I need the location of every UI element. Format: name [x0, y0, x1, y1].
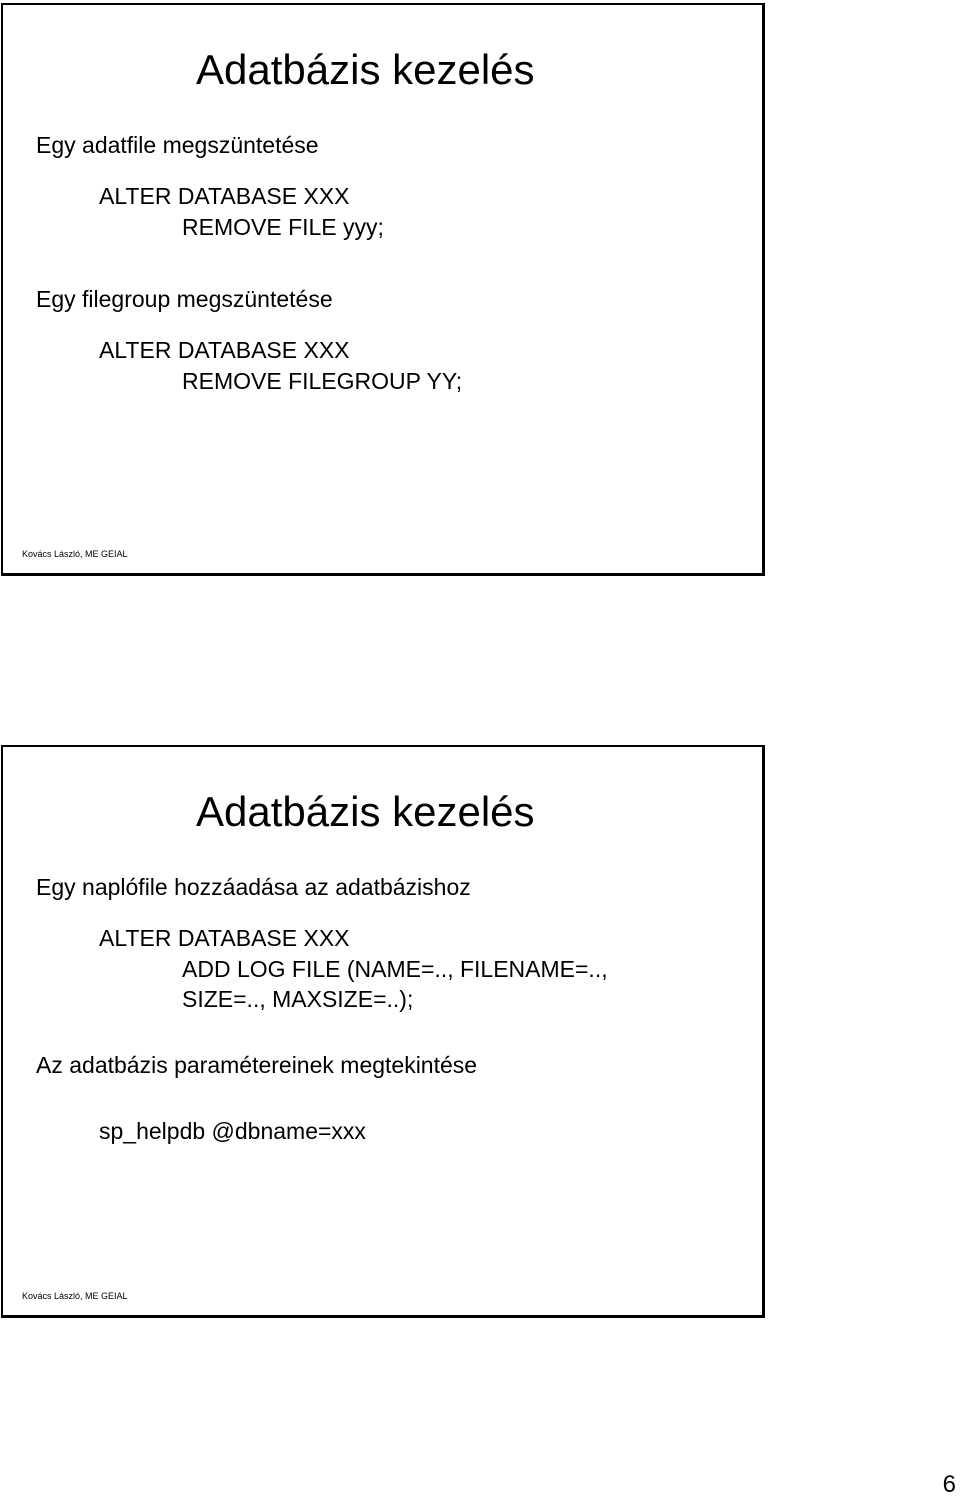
code-line: ADD LOG FILE (NAME=.., FILENAME=..,: [182, 956, 608, 982]
slide-title: Adatbázis kezelés: [196, 46, 535, 93]
section-heading: Egy filegroup megszüntetése: [36, 286, 333, 312]
code-line: REMOVE FILE yyy;: [182, 214, 384, 240]
code-line: ALTER DATABASE XXX: [99, 925, 350, 951]
code-line: REMOVE FILEGROUP YY;: [182, 368, 463, 394]
slide-title: Adatbázis kezelés: [196, 788, 535, 835]
section-heading: Egy naplófile hozzáadása az adatbázishoz: [36, 874, 471, 900]
slide-footer: Kovács László, ME GEIAL: [22, 1291, 128, 1301]
page-number: 6: [942, 1471, 956, 1498]
code-line: SIZE=.., MAXSIZE=..);: [182, 986, 414, 1012]
section-heading: Egy adatfile megszüntetése: [36, 132, 319, 158]
slide-footer: Kovács László, ME GEIAL: [22, 549, 128, 559]
section-heading: Az adatbázis paramétereinek megtekintése: [36, 1052, 478, 1078]
code-line: ALTER DATABASE XXX: [99, 183, 350, 209]
code-line: ALTER DATABASE XXX: [99, 337, 350, 363]
code-line: sp_helpdb @dbname=xxx: [99, 1118, 366, 1144]
slide-2: [1, 745, 765, 1318]
slide-1: [1, 3, 765, 576]
